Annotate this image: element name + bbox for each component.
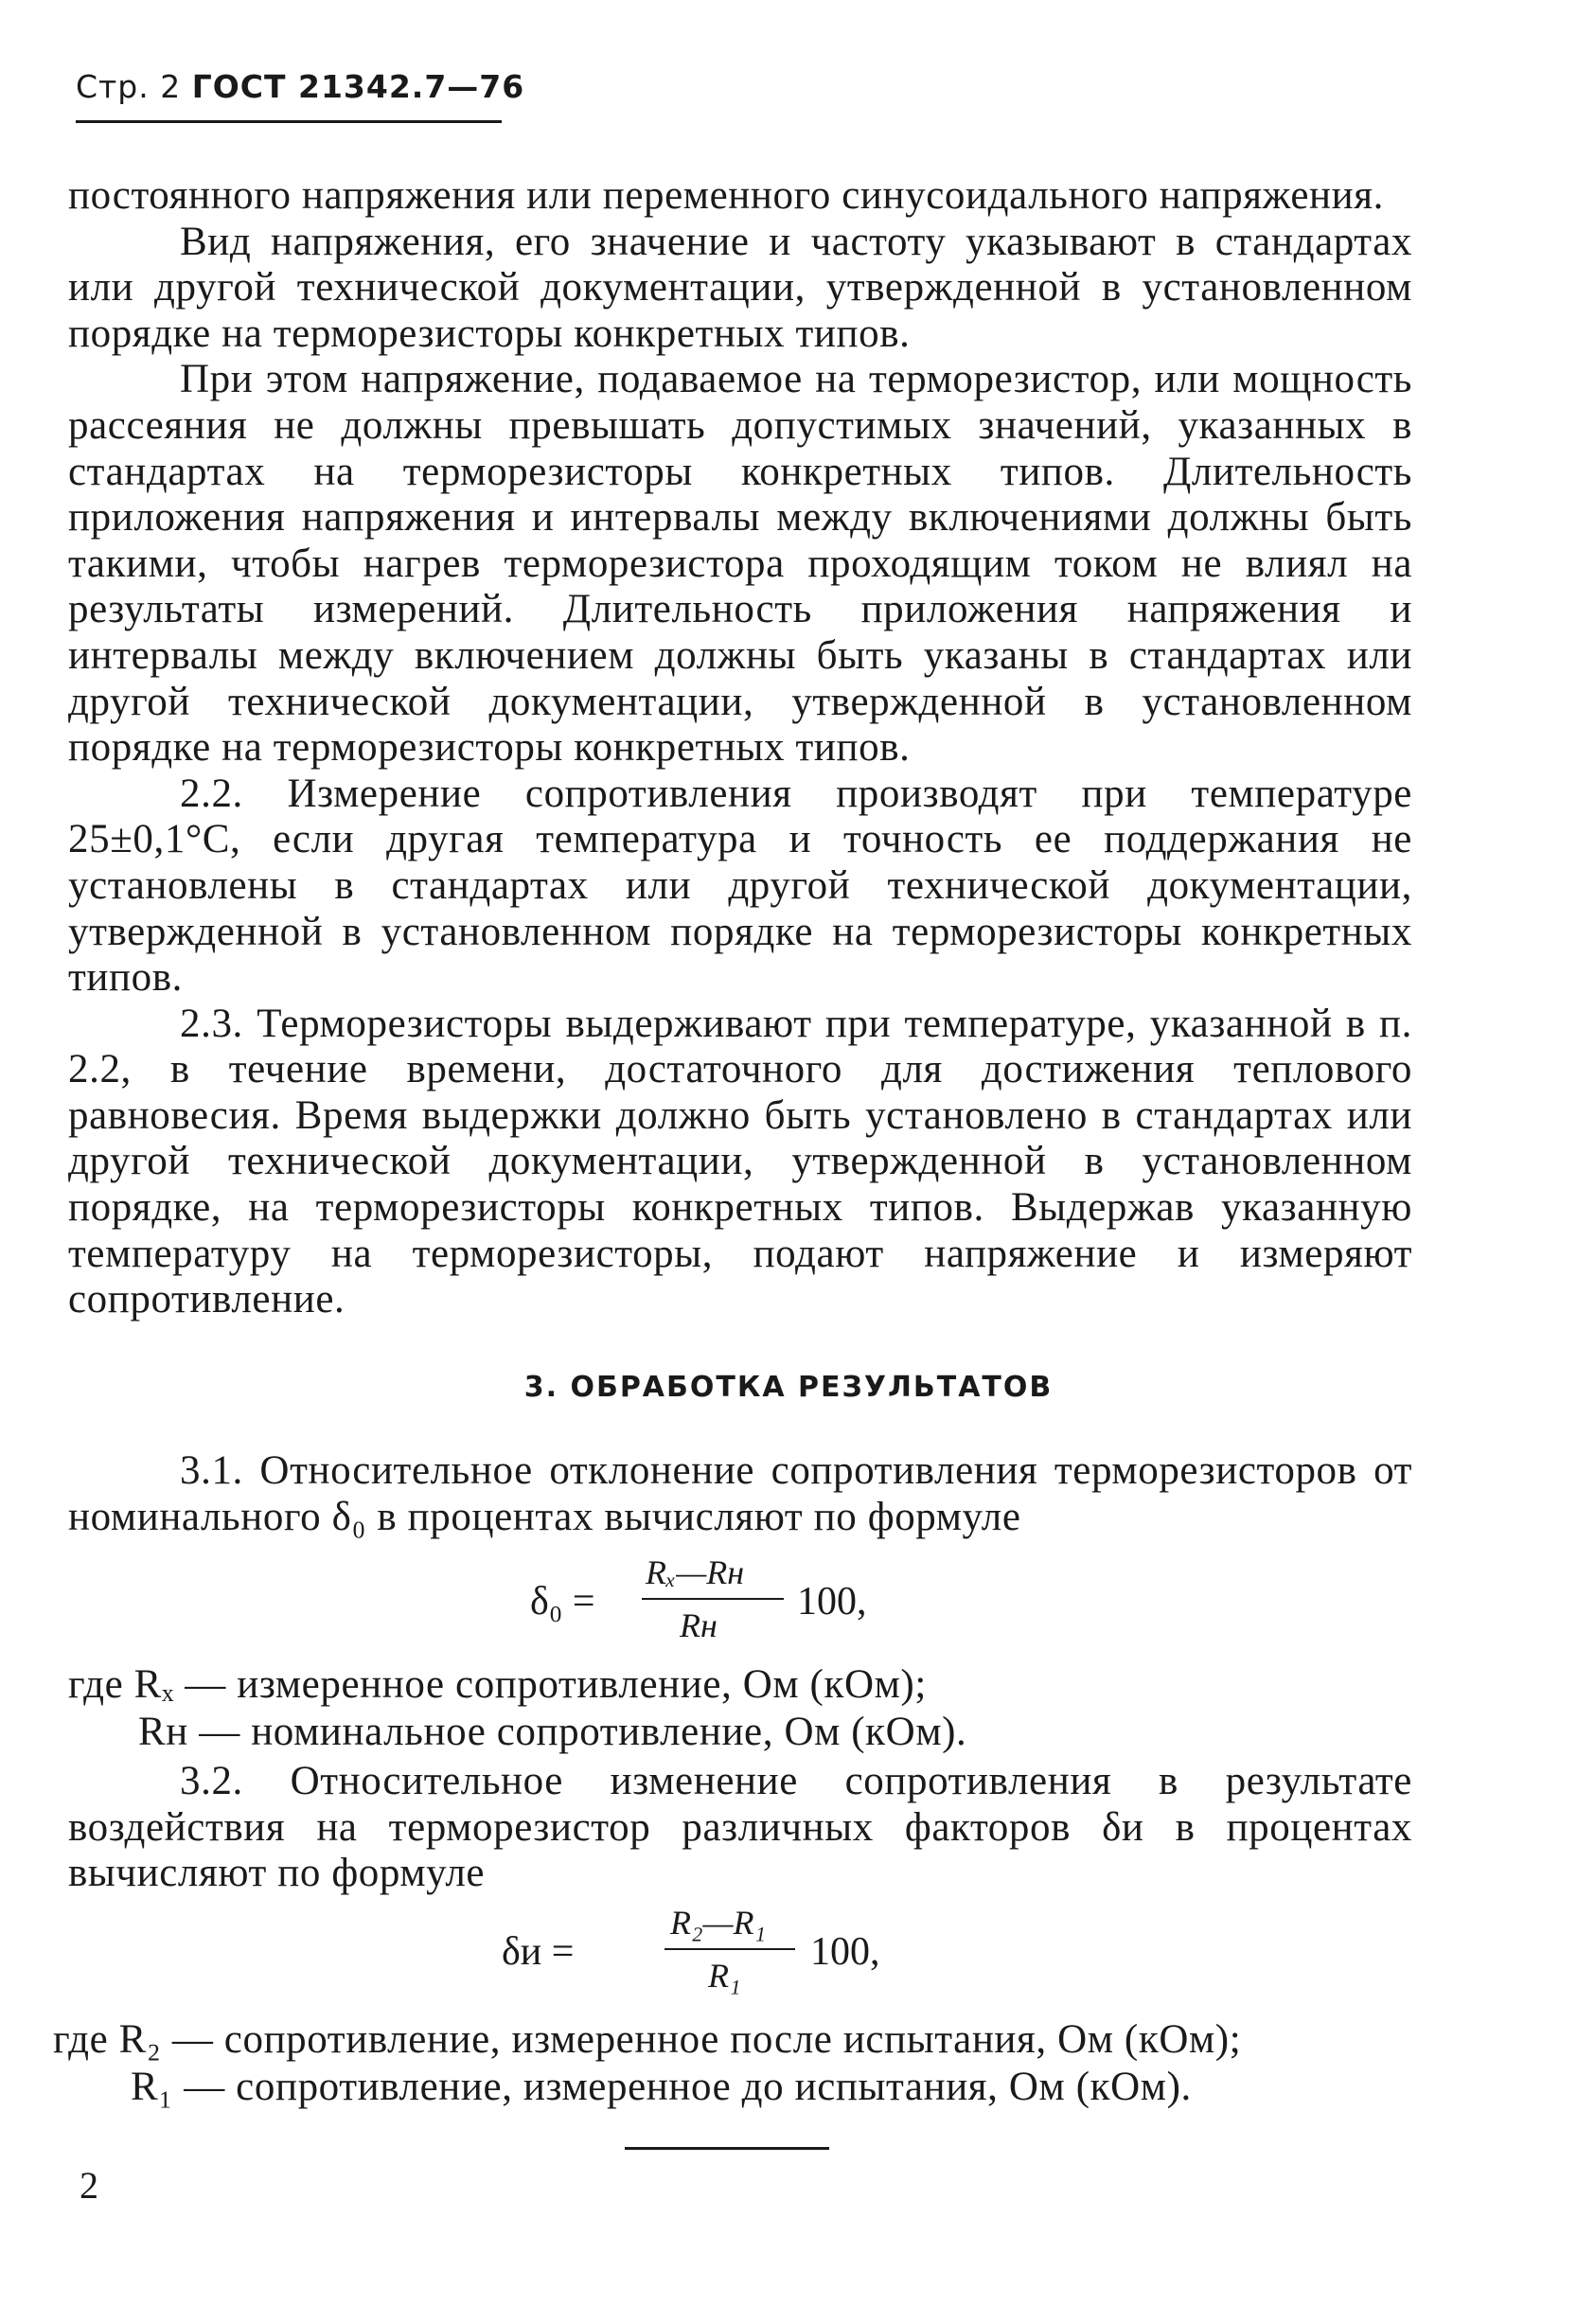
paragraph-continuation: постоянного напряжения или переменного синусоидального напряжения. (68, 173, 1384, 218)
formula-lhs: δи = (502, 1930, 575, 1974)
paragraph-3-2-block (68, 1759, 1412, 1897)
paragraph-2-2: 2.2. Измерение сопротивления производят при температуре 25±0,1°С, если другая температура и точность ее поддержания не установлены в стандартах или другой технической документации, утвержденной в установленном порядке на терморезисторы конкретных типов. (68, 771, 1412, 1001)
paragraph: При этом напряжение, подаваемое на терморезистор, или мощность рассеяния не должны превышать допустимых значений, указанных в стандартах на терморезисторы конкретных типов. Длительность приложения напряжения и интервалы между включениями должны быть такими, чтобы нагрев терморезистора проходящим током не влиял на результаты измерений. Длительность приложения напряжения и интервалы между включением должны быть указаны в стандартах или другой технической документации, утвержденной в установленном порядке на терморезисторы конкретных типов. (68, 357, 1412, 771)
formula-numerator: Rₓ—Rн (646, 1553, 745, 1591)
paragraph-3-2: 3.2. Относительное изменение сопротивления в результате воздействия на терморезистор различных факторов δи в процентах вычисляют по формуле (68, 1759, 1412, 1896)
paragraph-3-1-block (68, 1448, 1412, 1540)
formula-delta-i (502, 1903, 899, 2007)
formula-numerator: R₂—R₁ (670, 1904, 767, 1942)
where-line: где Rₓ — измеренное сопротивление, Ом (кОм); (68, 1662, 927, 1707)
header-rule (76, 120, 502, 123)
formula-rhs: 100, (797, 1580, 867, 1623)
fraction-bar (664, 1948, 795, 1950)
where-line: Rн — номинальное сопротивление, Ом (кОм). (138, 1710, 967, 1754)
paragraph-2-3: 2.3. Терморезисторы выдерживают при температуре, указанной в п. 2.2, в течение времени, достаточного для достижения теплового равновесия. Время выдержки должно быть установлено в стандартах или другой технической документации, утвержденной в установленном порядке, на терморезисторы конкретных типов. Выдержав указанную температуру на терморезисторы, подают напряжение и измеряют сопротивление. (68, 1001, 1412, 1322)
paragraph-3-1: 3.1. Относительное отклонение сопротивления терморезисторов от номинального δ₀ в процентах вычисляют по формуле (68, 1448, 1412, 1539)
where-line: R₁ — сопротивление, измеренное до испытания, Ом (кОм). (131, 2065, 1192, 2109)
formula-rhs: 100, (810, 1930, 880, 1974)
page-number: 2 (80, 2164, 98, 2207)
formula-denominator: Rн (680, 1606, 718, 1644)
paragraph: Вид напряжения, его значение и частоту указывают в стандартах или другой технической документации, утвержденной в установленном порядке на терморезисторы конкретных типов. (68, 219, 1412, 356)
where-line: где R₂ — сопротивление, измеренное после испытания, Ом (кОм); (53, 2017, 1242, 2062)
body-text (68, 173, 1412, 1323)
fraction-bar (642, 1598, 784, 1600)
header-standard: ГОСТ 21342.7—76 (191, 68, 525, 105)
formula-denominator: R₁ (708, 1957, 741, 1995)
formula-lhs: δ₀ = (530, 1580, 595, 1623)
footer-rule (625, 2147, 829, 2150)
page-header (76, 68, 524, 105)
section-title: 3. ОБРАБОТКА РЕЗУЛЬТАТОВ (523, 1371, 1054, 1404)
header-page-label: Стр. 2 (76, 68, 182, 105)
formula-delta-0 (530, 1552, 909, 1657)
